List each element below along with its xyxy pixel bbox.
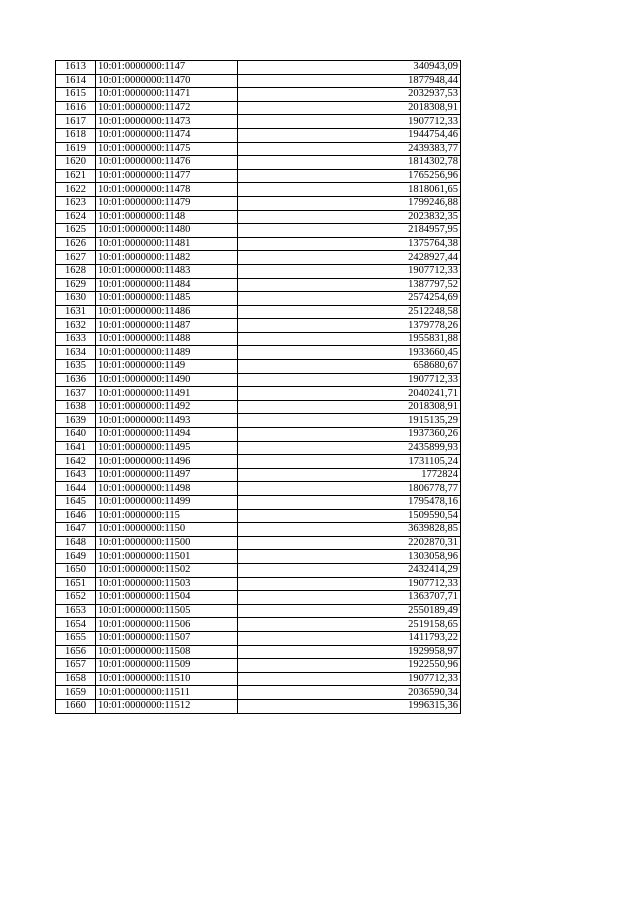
cadastral-number-cell: 10:01:0000000:11482 (96, 251, 238, 265)
table-row (56, 577, 461, 591)
table-row (56, 645, 461, 659)
row-number-cell: 1651 (56, 577, 96, 591)
cadastral-value-cell: 2023832,35 (238, 210, 461, 224)
row-number-cell: 1640 (56, 428, 96, 442)
table-row (56, 604, 461, 618)
cadastral-number-cell: 10:01:0000000:11497 (96, 468, 238, 482)
table-row (56, 468, 461, 482)
table-row (56, 373, 461, 387)
cadastral-value-cell: 1363707,71 (238, 591, 461, 605)
cadastral-number-cell: 10:01:0000000:11481 (96, 237, 238, 251)
table-body (56, 61, 461, 714)
table-row (56, 686, 461, 700)
table-row (56, 74, 461, 88)
cadastral-value-cell: 1915135,29 (238, 414, 461, 428)
table-row (56, 278, 461, 292)
table-row (56, 400, 461, 414)
cadastral-value-cell: 1937360,26 (238, 428, 461, 442)
table-row (56, 455, 461, 469)
row-number-cell: 1625 (56, 224, 96, 238)
row-number-cell: 1632 (56, 319, 96, 333)
cadastral-number-cell: 10:01:0000000:11493 (96, 414, 238, 428)
table-row (56, 672, 461, 686)
cadastral-number-cell: 10:01:0000000:11505 (96, 604, 238, 618)
table-row (56, 346, 461, 360)
table-row (56, 183, 461, 197)
cadastral-value-cell: 1996315,36 (238, 699, 461, 713)
table-row (56, 156, 461, 170)
table-row (56, 699, 461, 713)
row-number-cell: 1638 (56, 400, 96, 414)
row-number-cell: 1644 (56, 482, 96, 496)
cadastral-value-cell: 1303058,96 (238, 550, 461, 564)
cadastral-number-cell: 10:01:0000000:11478 (96, 183, 238, 197)
cadastral-number-cell: 10:01:0000000:11476 (96, 156, 238, 170)
table-row (56, 101, 461, 115)
table-row (56, 536, 461, 550)
cadastral-value-cell: 2040241,71 (238, 387, 461, 401)
table-row (56, 496, 461, 510)
row-number-cell: 1659 (56, 686, 96, 700)
table-row (56, 441, 461, 455)
cadastral-value-cell: 1411793,22 (238, 631, 461, 645)
row-number-cell: 1616 (56, 101, 96, 115)
row-number-cell: 1635 (56, 360, 96, 374)
cadastral-value-cell: 1509590,54 (238, 509, 461, 523)
row-number-cell: 1634 (56, 346, 96, 360)
cadastral-number-cell: 10:01:0000000:11488 (96, 332, 238, 346)
cadastral-value-cell: 2032937,53 (238, 88, 461, 102)
row-number-cell: 1648 (56, 536, 96, 550)
table-row (56, 115, 461, 129)
row-number-cell: 1645 (56, 496, 96, 510)
row-number-cell: 1614 (56, 74, 96, 88)
cadastral-number-cell: 10:01:0000000:11472 (96, 101, 238, 115)
row-number-cell: 1617 (56, 115, 96, 129)
row-number-cell: 1622 (56, 183, 96, 197)
cadastral-value-cell: 1933660,45 (238, 346, 461, 360)
cadastral-value-cell: 2184957,95 (238, 224, 461, 238)
cadastral-number-cell: 10:01:0000000:11475 (96, 142, 238, 156)
cadastral-number-cell: 10:01:0000000:11498 (96, 482, 238, 496)
cadastral-number-cell: 10:01:0000000:11486 (96, 305, 238, 319)
cadastral-number-cell: 10:01:0000000:11509 (96, 659, 238, 673)
row-number-cell: 1656 (56, 645, 96, 659)
row-number-cell: 1629 (56, 278, 96, 292)
row-number-cell: 1624 (56, 210, 96, 224)
row-number-cell: 1637 (56, 387, 96, 401)
cadastral-value-cell: 2432414,29 (238, 563, 461, 577)
table-row (56, 482, 461, 496)
table-row (56, 591, 461, 605)
cadastral-number-cell: 10:01:0000000:115 (96, 509, 238, 523)
table-row (56, 563, 461, 577)
cadastral-value-cell: 2018308,91 (238, 400, 461, 414)
cadastral-number-cell: 10:01:0000000:11477 (96, 169, 238, 183)
cadastral-number-cell: 10:01:0000000:11480 (96, 224, 238, 238)
table-row (56, 237, 461, 251)
cadastral-number-cell: 10:01:0000000:11510 (96, 672, 238, 686)
row-number-cell: 1623 (56, 196, 96, 210)
table-row (56, 251, 461, 265)
table-row (56, 142, 461, 156)
row-number-cell: 1615 (56, 88, 96, 102)
row-number-cell: 1620 (56, 156, 96, 170)
cadastral-value-cell: 2519158,65 (238, 618, 461, 632)
cadastral-number-cell: 10:01:0000000:11508 (96, 645, 238, 659)
cadastral-value-cell: 1375764,38 (238, 237, 461, 251)
table-row (56, 428, 461, 442)
table-row (56, 128, 461, 142)
cadastral-number-cell: 10:01:0000000:11473 (96, 115, 238, 129)
row-number-cell: 1657 (56, 659, 96, 673)
cadastral-number-cell: 10:01:0000000:11496 (96, 455, 238, 469)
row-number-cell: 1618 (56, 128, 96, 142)
cadastral-number-cell: 10:01:0000000:11512 (96, 699, 238, 713)
cadastral-number-cell: 10:01:0000000:1148 (96, 210, 238, 224)
cadastral-value-cell: 1799246,88 (238, 196, 461, 210)
table-row (56, 360, 461, 374)
table-row (56, 414, 461, 428)
cadastral-value-cell: 2574254,69 (238, 292, 461, 306)
table-row (56, 196, 461, 210)
cadastral-number-cell: 10:01:0000000:1147 (96, 61, 238, 75)
cadastral-number-cell: 10:01:0000000:11503 (96, 577, 238, 591)
cadastral-value-cell: 1379778,26 (238, 319, 461, 333)
row-number-cell: 1641 (56, 441, 96, 455)
cadastral-value-cell: 2512248,58 (238, 305, 461, 319)
cadastral-number-cell: 10:01:0000000:1150 (96, 523, 238, 537)
cadastral-number-cell: 10:01:0000000:1149 (96, 360, 238, 374)
cadastral-value-cell: 1907712,33 (238, 115, 461, 129)
row-number-cell: 1628 (56, 264, 96, 278)
table-row (56, 332, 461, 346)
row-number-cell: 1627 (56, 251, 96, 265)
cadastral-number-cell: 10:01:0000000:11494 (96, 428, 238, 442)
row-number-cell: 1647 (56, 523, 96, 537)
table-row (56, 387, 461, 401)
cadastral-value-cell: 1814302,78 (238, 156, 461, 170)
cadastral-value-cell: 1877948,44 (238, 74, 461, 88)
cadastral-value-cell: 2439383,77 (238, 142, 461, 156)
cadastral-value-cell: 1922550,96 (238, 659, 461, 673)
table-row (56, 509, 461, 523)
cadastral-value-cell: 2202870,31 (238, 536, 461, 550)
cadastral-number-cell: 10:01:0000000:11506 (96, 618, 238, 632)
row-number-cell: 1653 (56, 604, 96, 618)
table-row (56, 210, 461, 224)
row-number-cell: 1639 (56, 414, 96, 428)
cadastral-number-cell: 10:01:0000000:11491 (96, 387, 238, 401)
cadastral-value-cell: 1907712,33 (238, 577, 461, 591)
cadastral-number-cell: 10:01:0000000:11495 (96, 441, 238, 455)
cadastral-number-cell: 10:01:0000000:11487 (96, 319, 238, 333)
row-number-cell: 1613 (56, 61, 96, 75)
cadastral-value-cell: 2036590,34 (238, 686, 461, 700)
row-number-cell: 1650 (56, 563, 96, 577)
row-number-cell: 1630 (56, 292, 96, 306)
row-number-cell: 1652 (56, 591, 96, 605)
cadastral-value-cell: 1765256,96 (238, 169, 461, 183)
row-number-cell: 1655 (56, 631, 96, 645)
row-number-cell: 1619 (56, 142, 96, 156)
cadastral-value-cell: 1772824 (238, 468, 461, 482)
cadastral-number-cell: 10:01:0000000:11470 (96, 74, 238, 88)
cadastral-value-cell: 1907712,33 (238, 264, 461, 278)
table-row (56, 169, 461, 183)
cadastral-value-cell: 3639828,85 (238, 523, 461, 537)
cadastral-number-cell: 10:01:0000000:11490 (96, 373, 238, 387)
table-row (56, 88, 461, 102)
row-number-cell: 1626 (56, 237, 96, 251)
table-row (56, 61, 461, 75)
cadastral-value-cell: 1929958,97 (238, 645, 461, 659)
row-number-cell: 1636 (56, 373, 96, 387)
row-number-cell: 1660 (56, 699, 96, 713)
cadastral-number-cell: 10:01:0000000:11499 (96, 496, 238, 510)
cadastral-value-cell: 2428927,44 (238, 251, 461, 265)
cadastral-number-cell: 10:01:0000000:11485 (96, 292, 238, 306)
table-row (56, 224, 461, 238)
table-row (56, 319, 461, 333)
row-number-cell: 1631 (56, 305, 96, 319)
cadastral-value-cell: 1818061,65 (238, 183, 461, 197)
table-row (56, 550, 461, 564)
table-row (56, 659, 461, 673)
cadastral-value-cell: 1944754,46 (238, 128, 461, 142)
cadastral-number-cell: 10:01:0000000:11504 (96, 591, 238, 605)
row-number-cell: 1646 (56, 509, 96, 523)
cadastral-value-cell: 340943,09 (238, 61, 461, 75)
row-number-cell: 1633 (56, 332, 96, 346)
cadastral-number-cell: 10:01:0000000:11511 (96, 686, 238, 700)
table-row (56, 305, 461, 319)
cadastral-value-cell: 1907712,33 (238, 672, 461, 686)
cadastral-value-cell: 1795478,16 (238, 496, 461, 510)
cadastral-value-cell: 1387797,52 (238, 278, 461, 292)
cadastral-number-cell: 10:01:0000000:11484 (96, 278, 238, 292)
row-number-cell: 1654 (56, 618, 96, 632)
table-row (56, 618, 461, 632)
cadastral-value-table (55, 60, 461, 714)
cadastral-number-cell: 10:01:0000000:11507 (96, 631, 238, 645)
cadastral-value-cell: 2435899,93 (238, 441, 461, 455)
cadastral-value-cell: 1731105,24 (238, 455, 461, 469)
cadastral-number-cell: 10:01:0000000:11483 (96, 264, 238, 278)
cadastral-value-cell: 2550189,49 (238, 604, 461, 618)
table-row (56, 292, 461, 306)
table-row (56, 264, 461, 278)
cadastral-number-cell: 10:01:0000000:11501 (96, 550, 238, 564)
cadastral-number-cell: 10:01:0000000:11489 (96, 346, 238, 360)
cadastral-number-cell: 10:01:0000000:11479 (96, 196, 238, 210)
cadastral-value-cell: 1955831,88 (238, 332, 461, 346)
cadastral-value-cell: 1907712,33 (238, 373, 461, 387)
cadastral-number-cell: 10:01:0000000:11500 (96, 536, 238, 550)
row-number-cell: 1621 (56, 169, 96, 183)
table-row (56, 523, 461, 537)
cadastral-value-cell: 1806778,77 (238, 482, 461, 496)
row-number-cell: 1643 (56, 468, 96, 482)
cadastral-number-cell: 10:01:0000000:11471 (96, 88, 238, 102)
cadastral-number-cell: 10:01:0000000:11492 (96, 400, 238, 414)
row-number-cell: 1642 (56, 455, 96, 469)
cadastral-value-cell: 2018308,91 (238, 101, 461, 115)
cadastral-number-cell: 10:01:0000000:11502 (96, 563, 238, 577)
row-number-cell: 1649 (56, 550, 96, 564)
cadastral-value-cell: 658680,67 (238, 360, 461, 374)
table-row (56, 631, 461, 645)
cadastral-number-cell: 10:01:0000000:11474 (96, 128, 238, 142)
row-number-cell: 1658 (56, 672, 96, 686)
